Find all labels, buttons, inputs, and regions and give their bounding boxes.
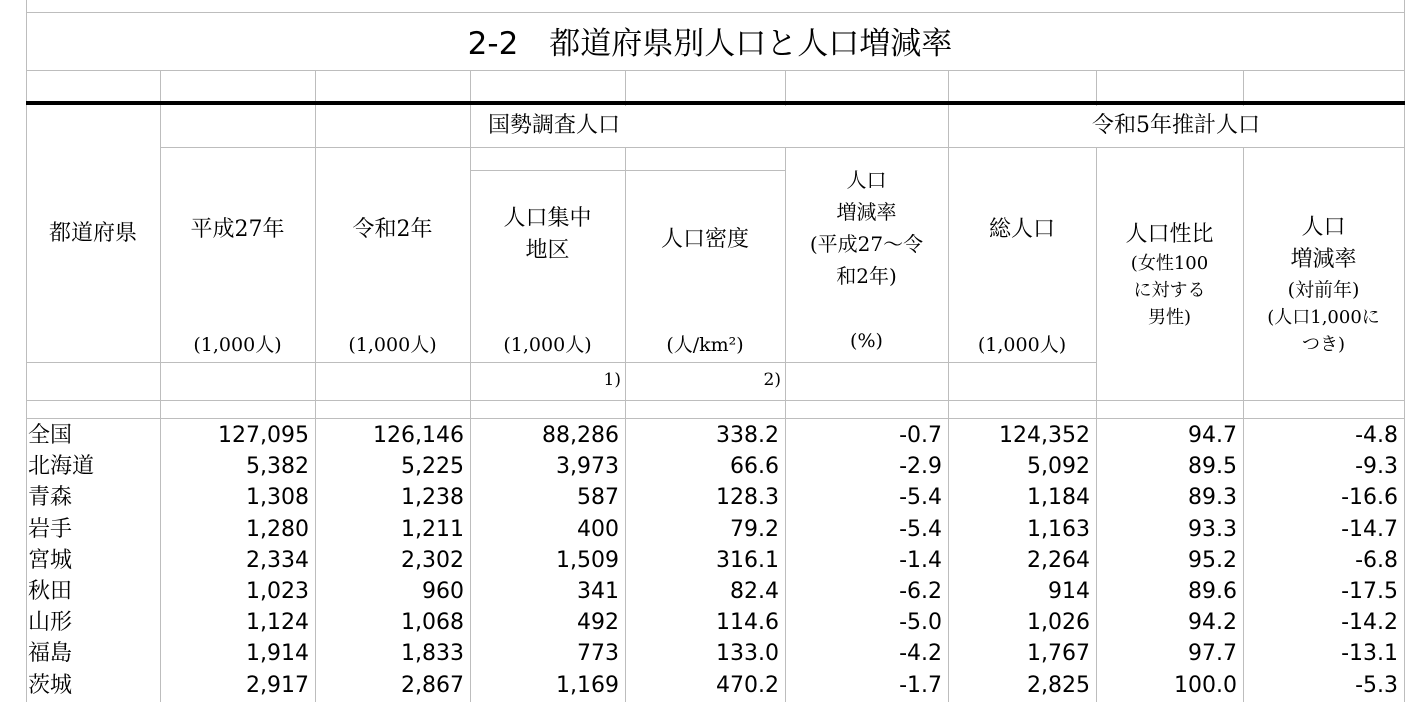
table-cell: -5.4 bbox=[899, 485, 942, 511]
table-cell: 1,833 bbox=[401, 641, 464, 667]
footnote-2: 2) bbox=[763, 370, 781, 390]
table-cell: 492 bbox=[577, 610, 619, 636]
unit-did: (1,000人) bbox=[503, 334, 592, 356]
table-cell: 914 bbox=[1048, 579, 1090, 604]
table-cell: 133.0 bbox=[716, 641, 779, 667]
table-cell: 94.7 bbox=[1188, 423, 1237, 448]
table-cell: 1,509 bbox=[556, 547, 619, 573]
table-cell: -5.0 bbox=[899, 610, 942, 636]
table-cell: 66.6 bbox=[730, 454, 779, 480]
table-cell: 1,280 bbox=[246, 516, 309, 542]
table-cell: -16.6 bbox=[1341, 485, 1398, 511]
table-cell: 1,169 bbox=[556, 672, 619, 698]
table-cell: 2,917 bbox=[246, 672, 309, 698]
r2-header: 令和2年 bbox=[352, 216, 433, 242]
table-cell: 88,286 bbox=[542, 423, 619, 448]
table-cell: 5,092 bbox=[1027, 454, 1090, 480]
table-cell: 470.2 bbox=[716, 672, 779, 698]
table-cell: 1,068 bbox=[401, 610, 464, 636]
prefecture-name: 福島 bbox=[28, 641, 73, 667]
table-cell: -1.7 bbox=[899, 672, 942, 698]
table-cell: 2,825 bbox=[1027, 672, 1090, 698]
table-cell: 5,225 bbox=[401, 454, 464, 480]
table-cell: 1,026 bbox=[1027, 610, 1090, 636]
table-cell: -14.7 bbox=[1341, 516, 1398, 542]
table-cell: -5.4 bbox=[899, 516, 942, 542]
table-cell: 89.6 bbox=[1188, 579, 1237, 604]
table-cell: 93.3 bbox=[1188, 516, 1237, 542]
table-cell: -4.8 bbox=[1355, 423, 1398, 448]
prefecture-name: 山形 bbox=[28, 610, 73, 636]
table-cell: 1,211 bbox=[401, 516, 464, 542]
unit-rate: (%) bbox=[850, 330, 883, 352]
table-cell: 89.3 bbox=[1188, 485, 1237, 511]
unit-total: (1,000人) bbox=[977, 334, 1067, 356]
table-cell: 97.7 bbox=[1188, 641, 1237, 667]
table-cell: 1,163 bbox=[1027, 516, 1090, 542]
table-cell: 5,382 bbox=[246, 454, 309, 480]
density-header: 人口密度 bbox=[660, 227, 749, 253]
unit-r2: (1,000人) bbox=[348, 334, 437, 356]
prefecture-name: 青森 bbox=[28, 485, 73, 511]
table-cell: -2.9 bbox=[899, 454, 942, 480]
table-cell: -1.4 bbox=[899, 547, 942, 573]
table-cell: 316.1 bbox=[716, 547, 779, 573]
table-cell: 127,095 bbox=[218, 423, 309, 448]
table-cell: 1,124 bbox=[246, 610, 309, 636]
footnote-1: 1) bbox=[603, 370, 621, 390]
table-cell: -4.2 bbox=[899, 641, 942, 667]
sex-ratio-header: 人口性比 (女性100 に対する 男性) bbox=[1125, 221, 1214, 329]
table-cell: 94.2 bbox=[1188, 610, 1237, 636]
table-cell: 2,334 bbox=[246, 547, 309, 573]
prefecture-name: 北海道 bbox=[28, 454, 95, 480]
h27-header: 平成27年 bbox=[190, 216, 285, 242]
table-cell: 1,308 bbox=[246, 485, 309, 511]
table-cell: -13.1 bbox=[1341, 641, 1398, 667]
table-cell: -6.2 bbox=[899, 579, 942, 604]
table-cell: 587 bbox=[577, 485, 619, 511]
table-cell: 95.2 bbox=[1188, 547, 1237, 573]
table-cell: -17.5 bbox=[1341, 579, 1398, 604]
table-cell: -5.3 bbox=[1355, 672, 1398, 698]
table-cell: 773 bbox=[577, 641, 619, 667]
table-cell: 2,264 bbox=[1027, 547, 1090, 573]
prefecture-name: 全国 bbox=[28, 423, 73, 448]
table-cell: 114.6 bbox=[716, 610, 779, 636]
table-cell: 1,184 bbox=[1027, 485, 1090, 511]
prefecture-name: 秋田 bbox=[28, 579, 73, 604]
table-cell: 100.0 bbox=[1174, 672, 1237, 698]
table-cell: 2,302 bbox=[401, 547, 464, 573]
table-cell: 2,867 bbox=[401, 672, 464, 698]
did-header: 人口集中 地区 bbox=[503, 206, 592, 263]
table-cell: -14.2 bbox=[1341, 610, 1398, 636]
table-cell: 341 bbox=[577, 579, 619, 604]
prefecture-name: 岩手 bbox=[28, 516, 73, 542]
table-cell: 1,767 bbox=[1027, 641, 1090, 667]
table-cell: 89.5 bbox=[1188, 454, 1237, 480]
table-cell: 82.4 bbox=[730, 579, 779, 604]
table-cell: 338.2 bbox=[716, 423, 779, 448]
table-cell: 400 bbox=[577, 516, 619, 542]
table-cell: -0.7 bbox=[899, 423, 942, 448]
rate2-header: 人口 増減率 (対前年) (人口1,000に つき) bbox=[1267, 214, 1380, 356]
table-cell: 960 bbox=[422, 579, 464, 604]
estimate-group-header: 令和5年推計人口 bbox=[1092, 113, 1260, 139]
prefecture-name: 茨城 bbox=[28, 672, 73, 698]
table-cell: 3,973 bbox=[556, 454, 619, 480]
census-group-header: 国勢調査人口 bbox=[487, 113, 620, 139]
prefecture-name: 宮城 bbox=[28, 547, 73, 573]
table-cell: 128.3 bbox=[716, 485, 779, 511]
table-cell: -6.8 bbox=[1355, 547, 1398, 573]
total-header: 総人口 bbox=[988, 216, 1055, 242]
table-cell: 126,146 bbox=[373, 423, 464, 448]
rate-header: 人口 増減率 (平成27〜令 和2年) bbox=[809, 168, 924, 288]
page-title: 2-2 都道府県別人口と人口増減率 bbox=[467, 26, 953, 62]
table-cell: 1,914 bbox=[246, 641, 309, 667]
table-cell: 124,352 bbox=[999, 423, 1090, 448]
unit-h27: (1,000人) bbox=[193, 334, 282, 356]
prefecture-header: 都道府県 bbox=[48, 220, 137, 246]
table-cell: 1,238 bbox=[401, 485, 464, 511]
unit-density: (人/km²) bbox=[666, 334, 744, 356]
table-cell: 1,023 bbox=[246, 579, 309, 604]
table-cell: -9.3 bbox=[1355, 454, 1398, 480]
table-cell: 79.2 bbox=[730, 516, 779, 542]
